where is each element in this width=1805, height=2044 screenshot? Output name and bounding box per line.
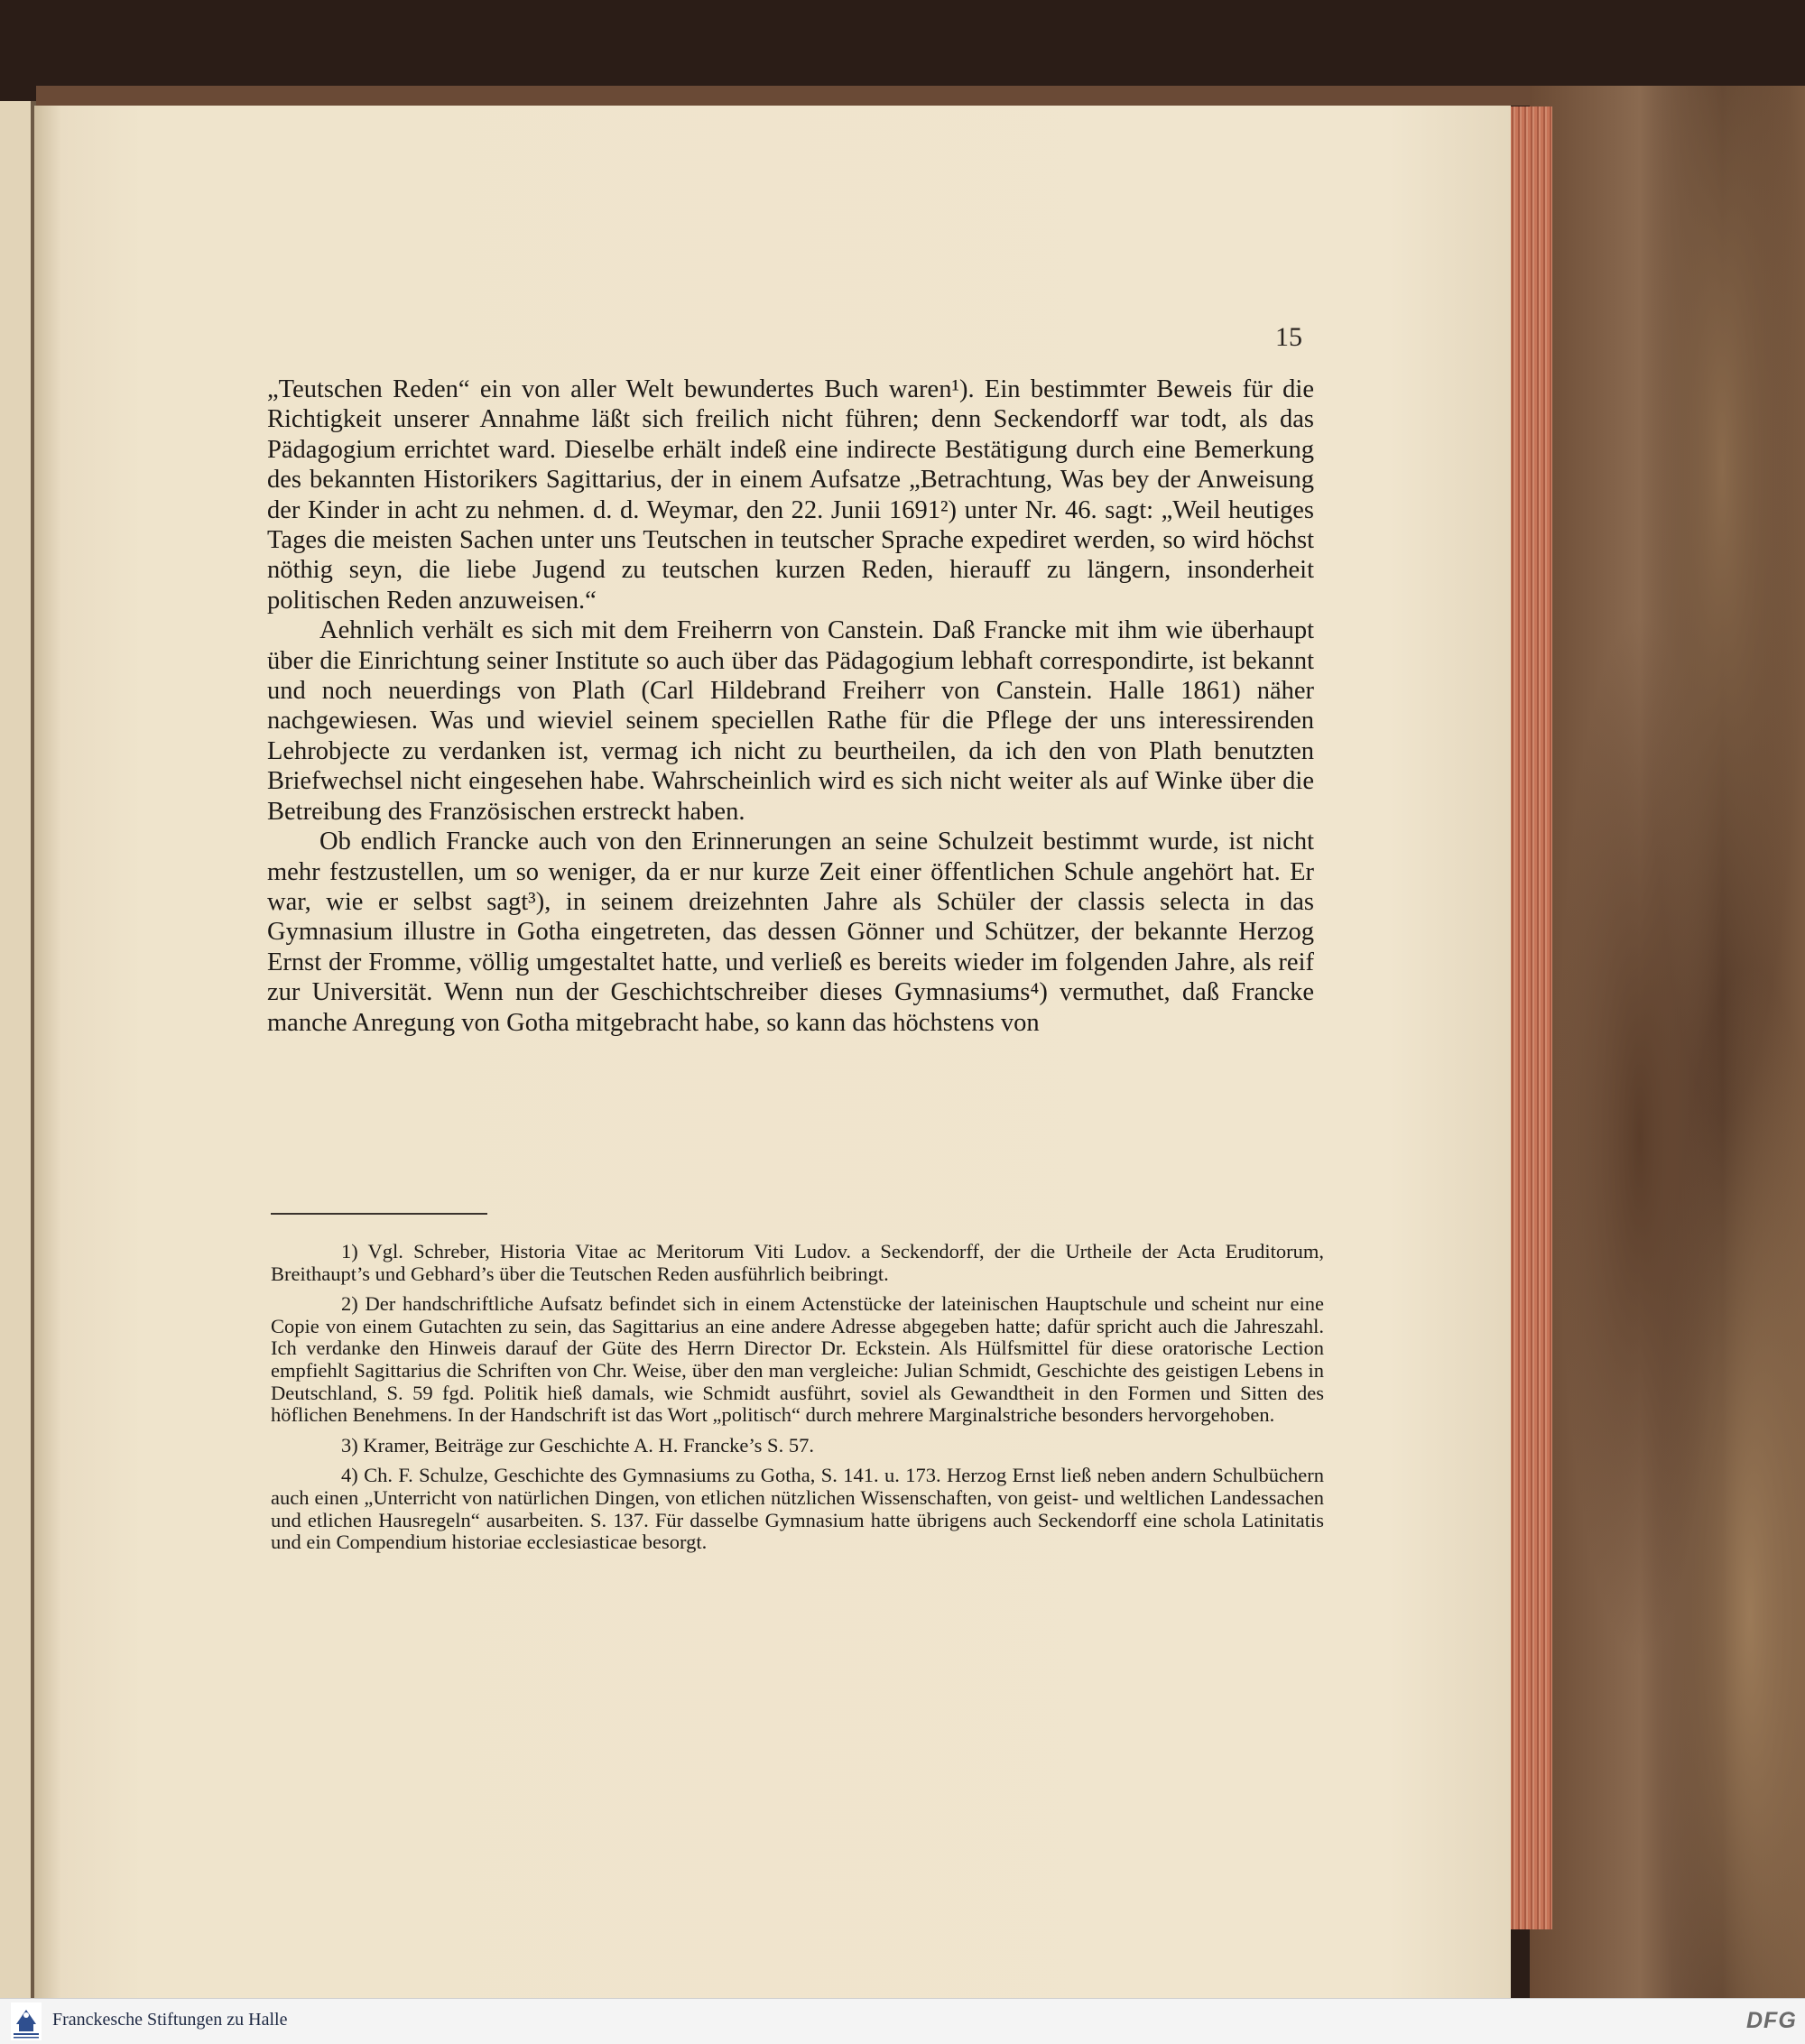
footnote-3: 3) Kramer, Beiträge zur Geschichte A. H. Francke’s S. 57.: [341, 1433, 814, 1457]
dfg-logo[interactable]: DFG: [1746, 2008, 1797, 2033]
franckesche-stiftungen-logo: [11, 2002, 42, 2040]
footnotes: [271, 1241, 1324, 1562]
footnote-separator: [271, 1213, 487, 1215]
book-page: [34, 106, 1511, 1998]
paragraph-3: Ob endlich Francke auch von den Erinnerungen an seine Schulzeit bestimmt wurde, ist nicht mehr festzustellen, um so weniger, da er nur kurze Zeit einer öffentlichen Schule angehört hat. Er war, wie er selbst sagt³), in seinem dreizehnten Jahre als Schüler der classis selecta in das Gymnasium illustre in Gotha eingetreten, das dessen Gönner und Schützer, der bekannte Herzog Ernst der Fromme, völlig umgestaltet hatte, und verließ es bereits wieder im folgenden Jahre, als reif zur Universität. Wenn nun der Geschichtschreiber dieses Gymnasiums⁴) vermuthet, daß Francke manche Anregung von Gotha mitgebracht habe, so kann das höchstens von: [267, 828, 1314, 1037]
paragraph-1: „Teutschen Reden“ ein von aller Welt bewundertes Buch waren¹). Ein bestimmter Beweis für die Richtigkeit unserer Annahme läßt sich freilich nicht führen; denn Seckendorff war todt, als das Pädagogium errichtet ward. Dieselbe erhält indeß eine indirecte Bestätigung durch eine Bemerkung des bekannten Historikers Sagittarius, der in einem Aufsatze „Betrachtung, Was bey der Anweisung der Kinder in acht zu nehmen. d. d. Weymar, den 22. Junii 1691²) unter Nr. 46. sagt: „Weil heutiges Tages die meisten Sachen unter uns Teutschen in teutscher Sprache expediret werden, so wird höchst nöthig seyn, die liebe Jugend zu teutschen kurzen Reden, hierauff zu längern, insonderheit politischen Reden anzuweisen.“: [267, 375, 1314, 615]
footnote-1: 1) Vgl. Schreber, Historia Vitae ac Meritorum Viti Ludov. a Seckendorff, der die Urtheile der Acta Eruditorum, Breithaupt’s und Gebhard’s über die Teutschen Reden ausführlich beibringt.: [271, 1240, 1324, 1285]
book-cover-top: [36, 86, 1570, 106]
viewer-footer: [0, 1998, 1805, 2044]
red-page-edges: [1509, 106, 1552, 1929]
institution-name[interactable]: Franckesche Stiftungen zu Halle: [52, 2010, 288, 2030]
footnote-4: 4) Ch. F. Schulze, Geschichte des Gymnasiums zu Gotha, S. 141. u. 173. Herzog Ernst ließ neben andern Schulbüchern auch einen „Unterricht von natürlichen Dingen, von etlichen nützlichen Wissenschaften, von geist- und weltlichen Landessachen und etlichen Hausregeln“ ausarbeiten. S. 137. Für dasselbe Gymnasium hatte übrigens auch Seckendorff eine schola Latinitatis und ein Compendium historiae ecclesiasticae besorgt.: [271, 1464, 1324, 1554]
body-text: [267, 375, 1314, 1038]
paragraph-2: Aehnlich verhält es sich mit dem Freiherrn von Canstein. Daß Francke mit ihm wie überhaupt über die Einrichtung seiner Institute so auch über das Pädagogium lebhaft correspondirte, ist bekannt und noch neuerdings von Plath (Carl Hildebrand Freiherr von Canstein. Halle 1861) näher nachgewiesen. Was und wieviel seinem speciellen Rathe für die Pflege der uns interessirenden Lehrobjecte zu verdanken ist, vermag ich nicht zu beurtheilen, da ich den von Plath benutzten Briefwechsel nicht eingesehen habe. Wahrscheinlich wird es sich nicht weiter als auf Winke über die Betreibung des Französischen erstreckt haben.: [267, 616, 1314, 826]
page-number: 15: [1275, 322, 1302, 352]
footnote-2: 2) Der handschriftliche Aufsatz befindet sich in einem Actenstücke der lateinischen Hauptschule und scheint nur eine Copie von einem Gutachten zu sein, das Sagittarius an eine andere Adresse abgegeben hatte; dafür spricht auch die Jahreszahl. Ich verdanke den Hinweis darauf der Güte des Herrn Director Dr. Eckstein. Als Hülfsmittel für diese oratorische Lection empfiehlt Sagittarius die Schriften von Chr. Weise, über den man vergleiche: Julian Schmidt, Geschichte des geistigen Lebens in Deutschland, S. 59 fgd. Politik hieß damals, wie Schmidt ausführt, soviel als Gewandtheit in den Formen und Sitten des höflichen Benehmens. In der Handschrift ist das Wort „politisch“ durch mehrere Marginalstriche besonders hervorgehoben.: [271, 1292, 1324, 1427]
marbled-book-cover: [1530, 86, 1805, 1998]
left-page-edge: [0, 101, 31, 1998]
